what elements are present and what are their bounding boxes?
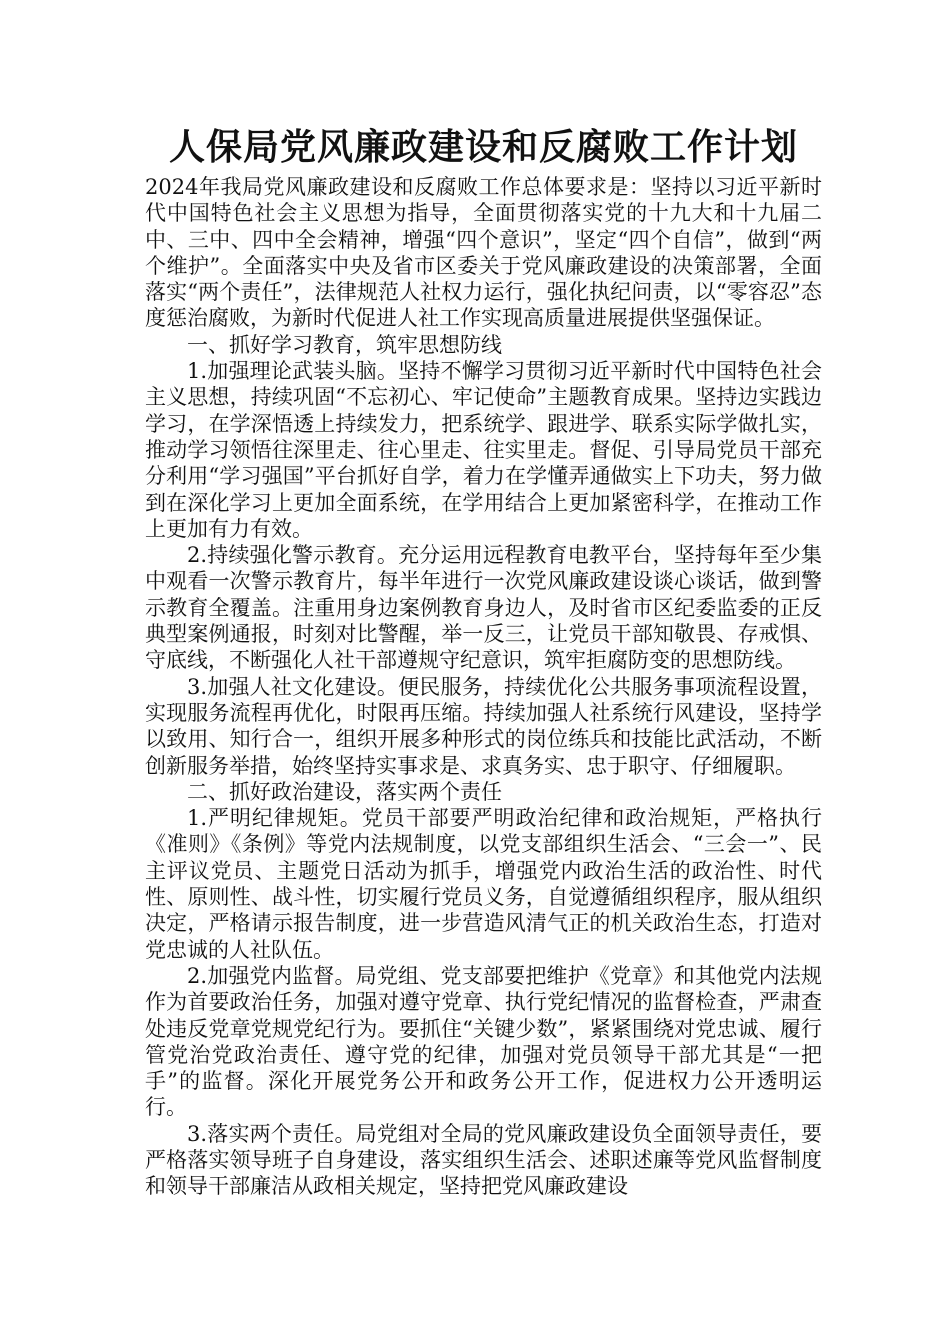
intro-paragraph: 2024年我局党风廉政建设和反腐败工作总体要求是：坚持以习近平新时代中国特色社会主义思想为指导，全面贯彻落实党的十九大和十九届二中、三中、四中全会精神，增强“四个意识”，坚定“四个自信”，做到“两个维护”。全面落实中央及省市区委关于党风廉政建设的决策部署，全面落实“两个责任”，法律规范人社权力运行，强化执纪问责，以“零容忍”态度惩治腐败，为新时代促进人社工作实现高质量进展提供坚强保证。 (145, 175, 822, 331)
section-heading-1: 一、抓好学习教育，筑牢思想防线 (187, 332, 502, 357)
document-body (145, 174, 822, 1200)
paragraph-1-1: 1.加强理论武装头脑。坚持不懈学习贯彻习近平新时代中国特色社会主义思想，持续巩固“不忘初心、牢记使命”主题教育成果。坚持边实践边学习，在学深悟透上持续发力，把系统学、跟进学、联系实际学做扎实，推动学习领悟往深里走、往心里走、往实里走。督促、引导局党员干部充分利用“学习强国”平台抓好自学，着力在学懂弄通做实上下功夫，努力做到在深化学习上更加全面系统，在学用结合上更加紧密科学，在推动工作上更加有力有效。 (145, 359, 822, 541)
paragraph-2-2: 2.加强党内监督。局党组、党支部要把维护《党章》和其他党内法规作为首要政治任务，加强对遵守党章、执行党纪情况的监督检查，严肃查处违反党章党规党纪行为。要抓住“关键少数”，紧紧围绕对党忠诚、履行管党治党政治责任、遵守党的纪律，加强对党员领导干部尤其是“一把手”的监督。深化开展党务公开和政务公开工作，促进权力公开透明运行。 (145, 963, 822, 1120)
paragraph-1-3: 3.加强人社文化建设。便民服务，持续优化公共服务事项流程设置，实现服务流程再优化，时限再压缩。持续加强人社系统行风建设，坚持学以致用、知行合一，组织开展多种形式的岗位练兵和技能比武活动，不断创新服务举措，始终坚持实事求是、求真务实、忠于职守、仔细履职。 (145, 674, 822, 778)
paragraph-2-3: 3.落实两个责任。局党组对全局的党风廉政建设负全面领导责任，要严格落实领导班子自身建设，落实组织生活会、述职述廉等党风监督制度和领导干部廉洁从政相关规定，坚持把党风廉政建设 (145, 1121, 822, 1199)
paragraph-2-1: 1.严明纪律规矩。党员干部要严明政治纪律和政治规矩，严格执行《准则》《条例》等党内法规制度，以党支部组织生活会、“三会一”、民主评议党员、主题党日活动为抓手，增强党内政治生活的政治性、时代性、原则性、战斗性，切实履行党员义务，自觉遵循组织程序，服从组织决定，严格请示报告制度，进一步营造风清气正的机关政治生态，打造对党忠诚的人社队伍。 (145, 806, 822, 962)
document-title: 人保局党风廉政建设和反腐败工作计划 (168, 127, 798, 168)
section-heading-2: 二、抓好政治建设，落实两个责任 (187, 779, 502, 804)
paragraph-1-2: 2.持续强化警示教育。充分运用远程教育电教平台，坚持每年至少集中观看一次警示教育片，每半年进行一次党风廉政建设谈心谈话，做到警示教育全覆盖。注重用身边案例教育身边人，及时省市区纪委监委的正反典型案例通报，时刻对比警醒，举一反三，让党员干部知敬畏、存戒惧、守底线，不断强化人社干部遵规守纪意识，筑牢拒腐防变的思想防线。 (145, 543, 822, 673)
